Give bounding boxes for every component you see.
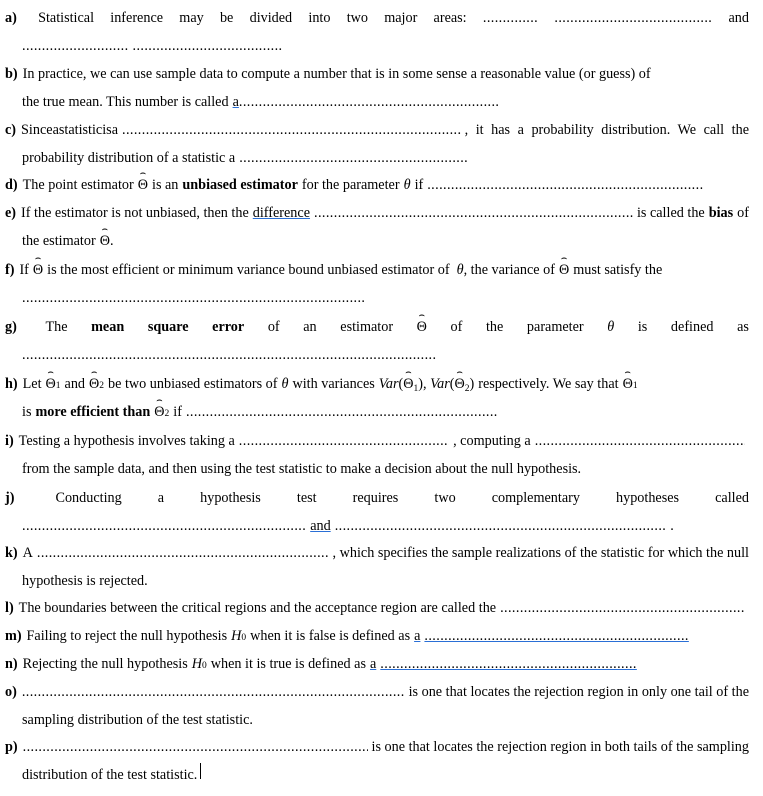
question-text: Rejecting the null hypothesis: [22, 656, 188, 672]
word: called: [715, 490, 749, 506]
subscript: 0: [201, 661, 207, 671]
label-h: h): [5, 376, 18, 392]
label-a: a): [5, 10, 17, 26]
theta-hat-symbol: ⌢ Θ: [33, 256, 43, 284]
label-c: c): [5, 122, 17, 138]
question-p: [5, 733, 749, 789]
question-text: In practice, we can use sample data to compute a number that is in some sense a reasonable value (or guess) of: [22, 66, 651, 82]
question-text: Failing to reject the null hypothesis: [26, 628, 228, 644]
question-text: when it is false is defined as: [250, 628, 411, 644]
word: the: [485, 319, 504, 335]
question-o: [5, 678, 749, 734]
question-text: , which specifies the sample realizations of the statistic for which the null: [332, 545, 749, 561]
label-f: f): [5, 262, 15, 278]
word: is: [637, 319, 648, 335]
blank-field[interactable]: ..........................................................: [239, 150, 469, 166]
question-text: If the estimator is not unbiased, then the: [21, 205, 249, 221]
question-text: , it has a probability distribution. We call the: [464, 122, 749, 138]
question-text: The point estimator: [22, 177, 134, 193]
question-text: for the parameter: [301, 177, 400, 193]
label-m: m): [5, 628, 22, 644]
question-text: Testing a hypothesis involves taking a: [18, 433, 235, 449]
theta-hat-symbol: ⌢ Θ: [89, 370, 99, 398]
question-text: and: [64, 376, 86, 392]
word: The: [45, 319, 68, 335]
word: Statistical: [38, 10, 95, 26]
question-n: [5, 650, 749, 678]
blank-field[interactable]: ...............................................................................: [185, 404, 498, 420]
subscript: 0: [241, 633, 247, 643]
question-text: If: [19, 262, 29, 278]
word: hypothesis: [200, 490, 261, 506]
word: error: [212, 319, 245, 335]
question-a: [5, 4, 749, 60]
blank-field[interactable]: ........................... ......................................: [22, 38, 283, 54]
theta-hat-symbol: ⌢ Θ: [417, 313, 427, 341]
blank-field[interactable]: .........................................................................................................: [22, 347, 437, 363]
question-text: if: [414, 177, 424, 193]
word: and: [728, 10, 749, 26]
question-k: [5, 539, 749, 595]
blank-field[interactable]: .................................................................: [380, 656, 637, 672]
question-j: [5, 484, 749, 540]
theta-hat-symbol: ⌢ Θ: [559, 256, 569, 284]
blank-field[interactable]: ..............: [482, 10, 539, 26]
var-function: Var: [378, 376, 399, 392]
subscript: 1: [632, 381, 638, 391]
null-hypothesis-symbol: H: [191, 656, 202, 672]
theta-hat-symbol: ⌢ Θ: [403, 370, 413, 398]
blank-field[interactable]: [500, 594, 745, 622]
question-m: [5, 622, 749, 650]
word: an: [303, 319, 317, 335]
word: mean: [91, 319, 125, 335]
subscript: 1: [55, 381, 61, 391]
blank-field[interactable]: [239, 427, 449, 455]
variance-expression: Var(⌢ $\Theta_1$), Var(⌢ $\Theta_2$): [379, 370, 474, 403]
word: a: [157, 490, 165, 506]
label-j: j): [5, 490, 15, 506]
subscript: 2: [464, 384, 470, 394]
answer-text: and: [310, 518, 331, 534]
question-text: from the sample data, and then using the test statistic to make a decision about the null hypothesis.: [22, 461, 582, 477]
theta-hat-symbol: ⌢ Θ: [100, 227, 110, 255]
question-d: [5, 171, 749, 199]
word: of: [267, 319, 280, 335]
label-o: o): [5, 684, 17, 700]
theta-symbol: θ: [281, 376, 289, 392]
question-text: the estimator: [22, 233, 96, 249]
blank-field[interactable]: [23, 733, 368, 761]
word: estimator: [340, 319, 394, 335]
word: may: [179, 10, 204, 26]
null-hypothesis-symbol: H: [231, 628, 242, 644]
label-e: e): [5, 205, 17, 221]
question-text: Let: [22, 376, 42, 392]
theta-hat-symbol: ⌢ Θ: [138, 171, 148, 199]
word: statistic: [58, 122, 103, 138]
label-b: b): [5, 66, 18, 82]
question-text: A: [22, 545, 33, 561]
theta-hat-symbol: ⌢ Θ: [455, 370, 465, 398]
subscript: 2: [164, 409, 170, 419]
word: parameter: [526, 319, 584, 335]
question-g: [5, 313, 749, 369]
word: of: [450, 319, 463, 335]
question-text: is an: [152, 177, 179, 193]
word: two: [346, 10, 368, 26]
blank-field[interactable]: ........................................................................: [22, 518, 307, 534]
label-l: l): [5, 600, 14, 616]
question-text: , the variance of: [463, 262, 555, 278]
word: complementary: [491, 490, 580, 506]
blank-field[interactable]: .......................................................................................: [22, 290, 366, 306]
blank-field[interactable]: ....................................................................................: [334, 518, 667, 534]
bold-term: more efficient than: [35, 404, 151, 420]
word: a: [52, 122, 59, 138]
text-cursor: [200, 763, 201, 779]
question-text: is: [22, 404, 32, 420]
question-text: respectively. We say that: [478, 376, 619, 392]
theta-hat-symbol: ⌢ Θ: [623, 370, 633, 398]
word: areas:: [433, 10, 467, 26]
answer-text: a: [369, 656, 377, 672]
question-text: is called the: [636, 205, 705, 221]
word: into: [308, 10, 331, 26]
word: is: [102, 122, 112, 138]
question-text: of: [737, 205, 749, 221]
question-text: , computing a: [453, 433, 531, 449]
blank-field[interactable]: [22, 678, 405, 706]
word: as: [737, 319, 749, 335]
answer-text: a: [414, 628, 421, 644]
question-l: [5, 594, 749, 622]
bold-term: bias: [708, 205, 734, 221]
question-text: distribution of the test statistic.: [22, 767, 198, 783]
label-p: p): [5, 739, 18, 755]
question-text: when it is true is defined as: [210, 656, 366, 672]
word: test: [296, 490, 317, 506]
question-text: is one that locates the rejection region in only one tail of the: [408, 684, 749, 700]
question-text: with variances: [292, 376, 375, 392]
blank-field[interactable]: ..................................................................: [238, 94, 500, 110]
question-h: [5, 370, 749, 426]
word: be: [219, 10, 234, 26]
question-text: is one that locates the rejection region in both tails of the sampling: [371, 739, 749, 755]
word: divided: [249, 10, 293, 26]
question-text: probability distribution of a statistic a: [22, 150, 236, 166]
question-b: [5, 60, 749, 116]
blank-field[interactable]: [122, 116, 461, 144]
question-text: The boundaries between the critical regions and the acceptance region are called the: [18, 600, 497, 616]
question-text: must satisfy the: [573, 262, 663, 278]
blank-field[interactable]: ........................................: [554, 10, 713, 26]
answer-text: difference: [252, 205, 311, 221]
period: .: [109, 233, 114, 249]
label-k: k): [5, 545, 18, 561]
word: inference: [110, 10, 164, 26]
word: requires: [352, 490, 399, 506]
blank-field[interactable]: [37, 539, 329, 567]
word: two: [434, 490, 456, 506]
label-g: g): [5, 319, 17, 335]
theta-symbol: θ: [403, 177, 411, 193]
word: hypotheses: [616, 490, 680, 506]
theta-hat-symbol: ⌢ Θ: [46, 370, 56, 398]
label-i: i): [5, 433, 14, 449]
blank-field[interactable]: ......................................................................: [427, 177, 704, 193]
theta-symbol: θ: [456, 262, 464, 278]
label-n: n): [5, 656, 18, 672]
period: .: [670, 518, 674, 534]
bold-term: unbiased estimator: [182, 177, 298, 193]
theta-symbol: θ: [607, 319, 615, 335]
label-d: d): [5, 177, 18, 193]
subscript: 1: [413, 384, 419, 394]
question-text: is the most efficient or minimum variance bound unbiased estimator of: [47, 262, 450, 278]
blank-field[interactable]: ...................................................................: [424, 628, 689, 644]
word: major: [384, 10, 418, 26]
word: square: [147, 319, 189, 335]
question-text: hypothesis is rejected.: [22, 573, 148, 589]
question-i: [5, 427, 749, 483]
question-text: be two unbiased estimators of: [108, 376, 278, 392]
question-f: [5, 256, 749, 312]
question-e: [5, 199, 749, 255]
question-text: if: [173, 404, 182, 420]
subscript: 2: [99, 381, 105, 391]
var-function: Var: [430, 376, 450, 392]
question-text: sampling distribution of the test statistic.: [22, 712, 253, 728]
word: Conducting: [55, 490, 122, 506]
answer-text: a: [232, 94, 239, 110]
theta-hat-symbol: ⌢ Θ: [154, 398, 164, 426]
question-text: the true mean. This number is called: [22, 94, 229, 110]
word: a: [111, 122, 119, 138]
word: defined: [670, 319, 714, 335]
blank-field[interactable]: [314, 199, 633, 227]
word: Since: [21, 122, 53, 138]
question-c: [5, 116, 749, 172]
blank-field[interactable]: [535, 427, 745, 455]
